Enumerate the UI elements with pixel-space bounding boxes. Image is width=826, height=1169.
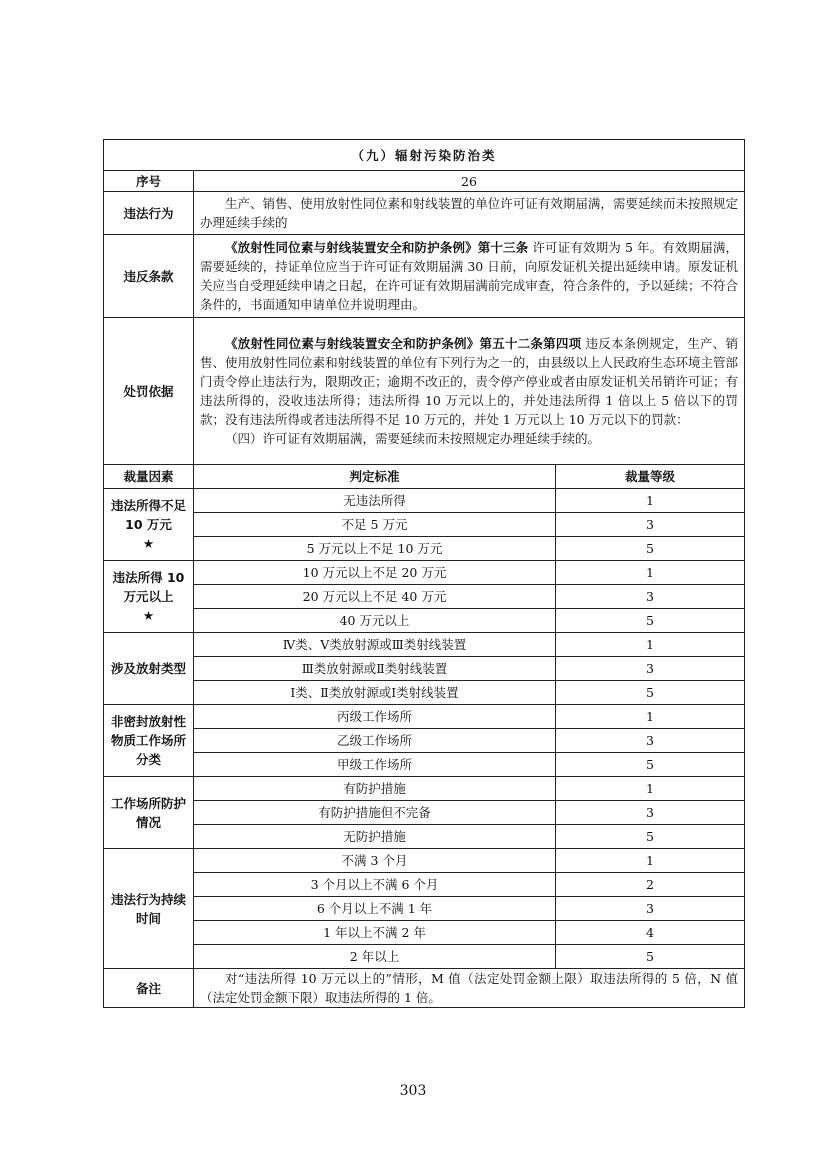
standard-cell: 甲级工作场所	[194, 753, 556, 777]
remark-text: 对“违法所得 10 万元以上的”情形，M 值（法定处罚金额上限）取违法所得的 5 倍，N 值（法定处罚金额下限）取违法所得的 1 倍。	[194, 969, 745, 1008]
level-cell: 1	[556, 777, 745, 801]
factor-name: 涉及放射类型	[110, 661, 186, 676]
standard-cell: 无违法所得	[194, 489, 556, 513]
penalty-law-title: 《放射性同位素与射线装置安全和防护条例》第五十二条第四项	[225, 336, 582, 351]
factor-item-row	[104, 801, 745, 825]
title-row	[104, 140, 745, 171]
factor-item-row	[104, 753, 745, 777]
factor-item-row	[104, 825, 745, 849]
standard-cell: 无防护措施	[194, 825, 556, 849]
factor-name: 违法所得 10 万元以上	[112, 570, 185, 604]
level-cell: 3	[556, 801, 745, 825]
factor-name: 违法行为持续时间	[110, 891, 186, 926]
factor-header-row	[104, 465, 745, 489]
factor-item-row	[104, 609, 745, 633]
factor-name: 非密封放射性物质工作场所分类	[110, 714, 186, 767]
factor-name-cell	[104, 561, 194, 633]
penalty-table	[103, 139, 745, 1008]
standard-cell: Ⅰ类、Ⅱ类放射源或Ⅰ类射线装置	[194, 681, 556, 705]
level-cell: 5	[556, 945, 745, 969]
factor-rows	[104, 489, 745, 969]
factor-item-row	[104, 537, 745, 561]
factor-name-cell	[104, 489, 194, 561]
factor-item-row	[104, 489, 745, 513]
level-cell: 3	[556, 585, 745, 609]
violation-text: 生产、销售、使用放射性同位素和射线装置的单位许可证有效期届满，需要延续而未按照规定办理延续手续的	[194, 192, 745, 235]
table-title: （九）辐射污染防治类	[104, 140, 745, 171]
factor-name-cell	[104, 633, 194, 705]
factor-item-row	[104, 777, 745, 801]
level-cell: 3	[556, 897, 745, 921]
factor-name-cell	[104, 849, 194, 969]
level-cell: 1	[556, 849, 745, 873]
page-number: 303	[399, 1083, 427, 1099]
level-cell: 1	[556, 489, 745, 513]
standard-cell: 5 万元以上不足 10 万元	[194, 537, 556, 561]
serial-label: 序号	[104, 171, 194, 192]
level-cell: 3	[556, 729, 745, 753]
factor-item-row	[104, 921, 745, 945]
standard-cell: 40 万元以上	[194, 609, 556, 633]
penalty-item: （四）许可证有效期届满，需要延续而未按照规定办理延续手续的。	[225, 431, 601, 446]
factor-item-row	[104, 561, 745, 585]
serial-row	[104, 171, 745, 192]
penalty-body: 违反本条例规定，生产、销售、使用放射性同位素和射线装置的单位有下列行为之一的，由县级以上人民政府生态环境主管部门责令停止违法行为，限期改正；逾期不改正的，责令停产停业或者由原发证机关吊销许可证；有违法所得的，没收违法所得；违法所得 10 万元以上的，并处违法所得 1 倍以上 5 倍以下的罚款；没有违法所得或者违法所得不足 10 万元的，并处 1 万元以上 10 万元以下的罚款：	[200, 336, 738, 427]
level-cell: 1	[556, 633, 745, 657]
factor-name: 违法所得不足 10 万元	[110, 498, 186, 532]
factor-item-row	[104, 585, 745, 609]
clause-label: 违反条款	[104, 235, 194, 318]
factor-name: 工作场所防护情况	[110, 795, 186, 830]
factor-item-row	[104, 657, 745, 681]
level-cell: 5	[556, 609, 745, 633]
factor-name-cell	[104, 705, 194, 777]
penalty-row	[104, 318, 745, 465]
standard-cell: 2 年以上	[194, 945, 556, 969]
factor-item-row	[104, 945, 745, 969]
standard-cell: 1 年以上不满 2 年	[194, 921, 556, 945]
factor-item-row	[104, 633, 745, 657]
standard-cell: 不足 5 万元	[194, 513, 556, 537]
clause-law-title: 《放射性同位素与射线装置安全和防护条例》第十三条	[225, 240, 529, 255]
standard-cell: 丙级工作场所	[194, 705, 556, 729]
star-icon: ★	[142, 608, 155, 623]
level-header: 裁量等级	[556, 465, 745, 489]
star-icon: ★	[142, 536, 155, 551]
clause-body: 许可证有效期为 5 年。有效期届满，需要延续的，持证单位应当于许可证有效期届满 30 日前，向原发证机关提出延续申请。原发证机关应当自受理延续申请之日起，在许可证有效期届满前完成审查，符合条件的，予以延续；不符合条件的，书面通知申请单位并说明理由。	[200, 240, 738, 312]
violation-row	[104, 192, 745, 235]
standard-cell: 6 个月以上不满 1 年	[194, 897, 556, 921]
standard-header: 判定标准	[194, 465, 556, 489]
factor-item-row	[104, 681, 745, 705]
clause-text	[194, 235, 745, 318]
level-cell: 5	[556, 537, 745, 561]
violation-label: 违法行为	[104, 192, 194, 235]
level-cell: 5	[556, 681, 745, 705]
standard-cell: 乙级工作场所	[194, 729, 556, 753]
standard-cell: 不满 3 个月	[194, 849, 556, 873]
standard-cell: Ⅳ类、Ⅴ类放射源或Ⅲ类射线装置	[194, 633, 556, 657]
standard-cell: Ⅲ类放射源或Ⅱ类射线装置	[194, 657, 556, 681]
level-cell: 4	[556, 921, 745, 945]
standard-cell: 10 万元以上不足 20 万元	[194, 561, 556, 585]
level-cell: 3	[556, 513, 745, 537]
level-cell: 2	[556, 873, 745, 897]
level-cell: 1	[556, 705, 745, 729]
penalty-text	[194, 318, 745, 465]
remark-row	[104, 969, 745, 1008]
standard-cell: 有防护措施	[194, 777, 556, 801]
factor-item-row	[104, 513, 745, 537]
standard-cell: 3 个月以上不满 6 个月	[194, 873, 556, 897]
factor-item-row	[104, 705, 745, 729]
level-cell: 3	[556, 657, 745, 681]
level-cell: 5	[556, 825, 745, 849]
standard-cell: 20 万元以上不足 40 万元	[194, 585, 556, 609]
factor-item-row	[104, 873, 745, 897]
standard-cell: 有防护措施但不完备	[194, 801, 556, 825]
factor-item-row	[104, 897, 745, 921]
factor-item-row	[104, 849, 745, 873]
level-cell: 1	[556, 561, 745, 585]
clause-row	[104, 235, 745, 318]
level-cell: 5	[556, 753, 745, 777]
remark-label: 备注	[104, 969, 194, 1008]
factor-header: 裁量因素	[104, 465, 194, 489]
penalty-label: 处罚依据	[104, 318, 194, 465]
factor-name-cell	[104, 777, 194, 849]
serial-value: 26	[194, 171, 745, 192]
factor-item-row	[104, 729, 745, 753]
